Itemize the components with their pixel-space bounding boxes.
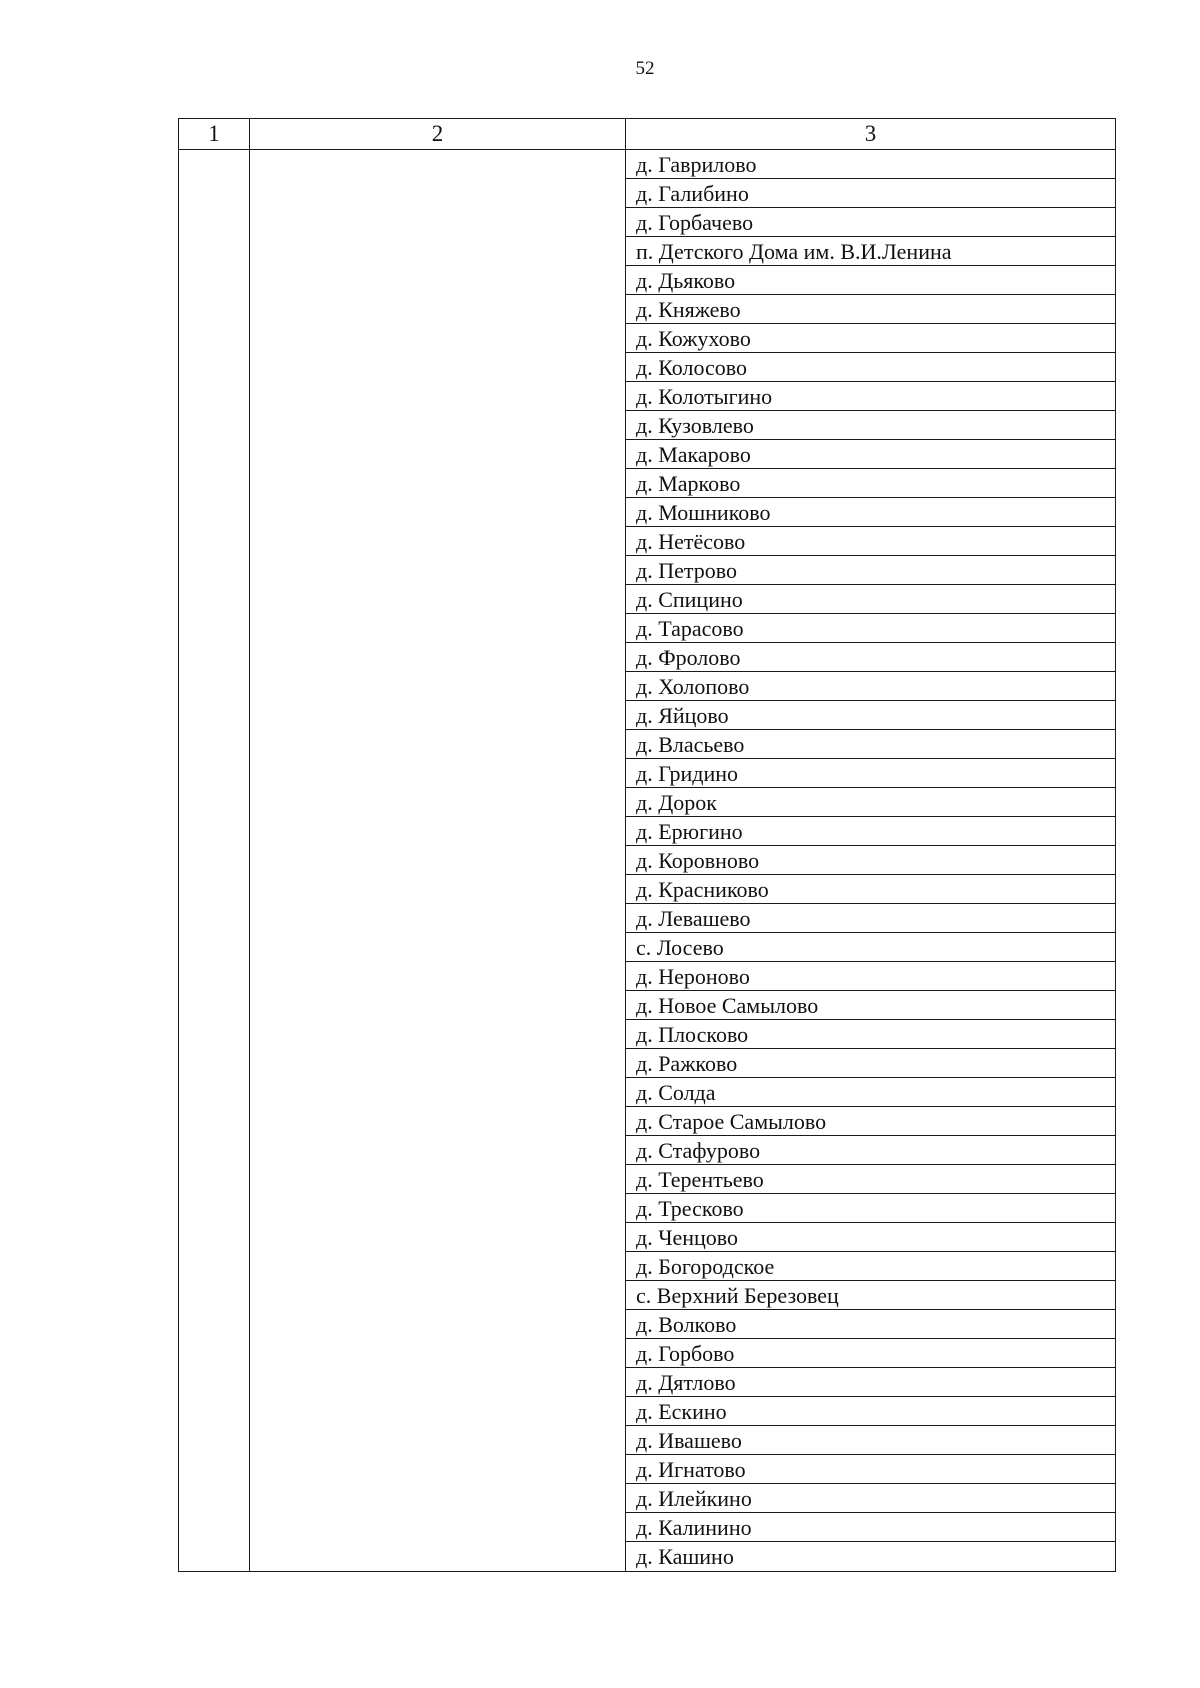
localities-table: [178, 118, 1116, 1572]
locality-item: д. Гридино: [626, 759, 1115, 788]
locality-item: д. Петрово: [626, 556, 1115, 585]
locality-item: д. Волково: [626, 1310, 1115, 1339]
locality-item: д. Калинино: [626, 1513, 1115, 1542]
locality-item: д. Красниково: [626, 875, 1115, 904]
locality-item: д. Тресково: [626, 1194, 1115, 1223]
locality-item: д. Нероново: [626, 962, 1115, 991]
locality-item: д. Власьево: [626, 730, 1115, 759]
locality-item: д. Плосково: [626, 1020, 1115, 1049]
locality-item: с. Верхний Березовец: [626, 1281, 1115, 1310]
locality-item: д. Нетёсово: [626, 527, 1115, 556]
locality-item: д. Новое Самылово: [626, 991, 1115, 1020]
locality-item: с. Лосево: [626, 933, 1115, 962]
locality-item: д. Ескино: [626, 1397, 1115, 1426]
locality-item: д. Яйцово: [626, 701, 1115, 730]
locality-item: п. Детского Дома им. В.И.Ленина: [626, 237, 1115, 266]
locality-item: д. Горбачево: [626, 208, 1115, 237]
column-header-3: 3: [626, 119, 1116, 150]
locality-item: д. Левашево: [626, 904, 1115, 933]
page-number: 52: [635, 58, 655, 79]
locality-item: д. Кожухово: [626, 324, 1115, 353]
locality-item: д. Колотыгино: [626, 382, 1115, 411]
locality-item: д. Стафурово: [626, 1136, 1115, 1165]
column-2-cell: [250, 150, 626, 1572]
locality-item: д. Дятлово: [626, 1368, 1115, 1397]
locality-item: д. Кузовлево: [626, 411, 1115, 440]
locality-item: д. Илейкино: [626, 1484, 1115, 1513]
locality-item: д. Колосово: [626, 353, 1115, 382]
locality-item: д. Княжево: [626, 295, 1115, 324]
locality-item: д. Дорок: [626, 788, 1115, 817]
locality-item: д. Игнатово: [626, 1455, 1115, 1484]
table-header-row: [179, 119, 1116, 150]
locality-item: д. Коровново: [626, 846, 1115, 875]
locality-item: д. Ивашево: [626, 1426, 1115, 1455]
locality-item: д. Ражково: [626, 1049, 1115, 1078]
locality-item: д. Макарово: [626, 440, 1115, 469]
locality-item: д. Ченцово: [626, 1223, 1115, 1252]
locality-item: д. Гаврилово: [626, 150, 1115, 179]
locality-item: д. Спицино: [626, 585, 1115, 614]
locality-item: д. Марково: [626, 469, 1115, 498]
locality-item: д. Ерюгино: [626, 817, 1115, 846]
locality-list: [626, 150, 1115, 1571]
locality-item: д. Мошниково: [626, 498, 1115, 527]
locality-item: д. Дьяково: [626, 266, 1115, 295]
locality-item: д. Богородское: [626, 1252, 1115, 1281]
column-3-cell: [626, 150, 1116, 1572]
locality-item: д. Фролово: [626, 643, 1115, 672]
column-header-2: 2: [250, 119, 626, 150]
locality-item: д. Терентьево: [626, 1165, 1115, 1194]
locality-item: д. Тарасово: [626, 614, 1115, 643]
locality-item: д. Солда: [626, 1078, 1115, 1107]
locality-item: д. Горбово: [626, 1339, 1115, 1368]
locality-item: д. Кашино: [636, 1544, 734, 1569]
locality-item: д. Галибино: [626, 179, 1115, 208]
table-body-row: [179, 150, 1116, 1572]
locality-item: д. Старое Самылово: [626, 1107, 1115, 1136]
column-header-1: 1: [179, 119, 250, 150]
locality-item: д. Холопово: [626, 672, 1115, 701]
column-1-cell: [179, 150, 250, 1572]
